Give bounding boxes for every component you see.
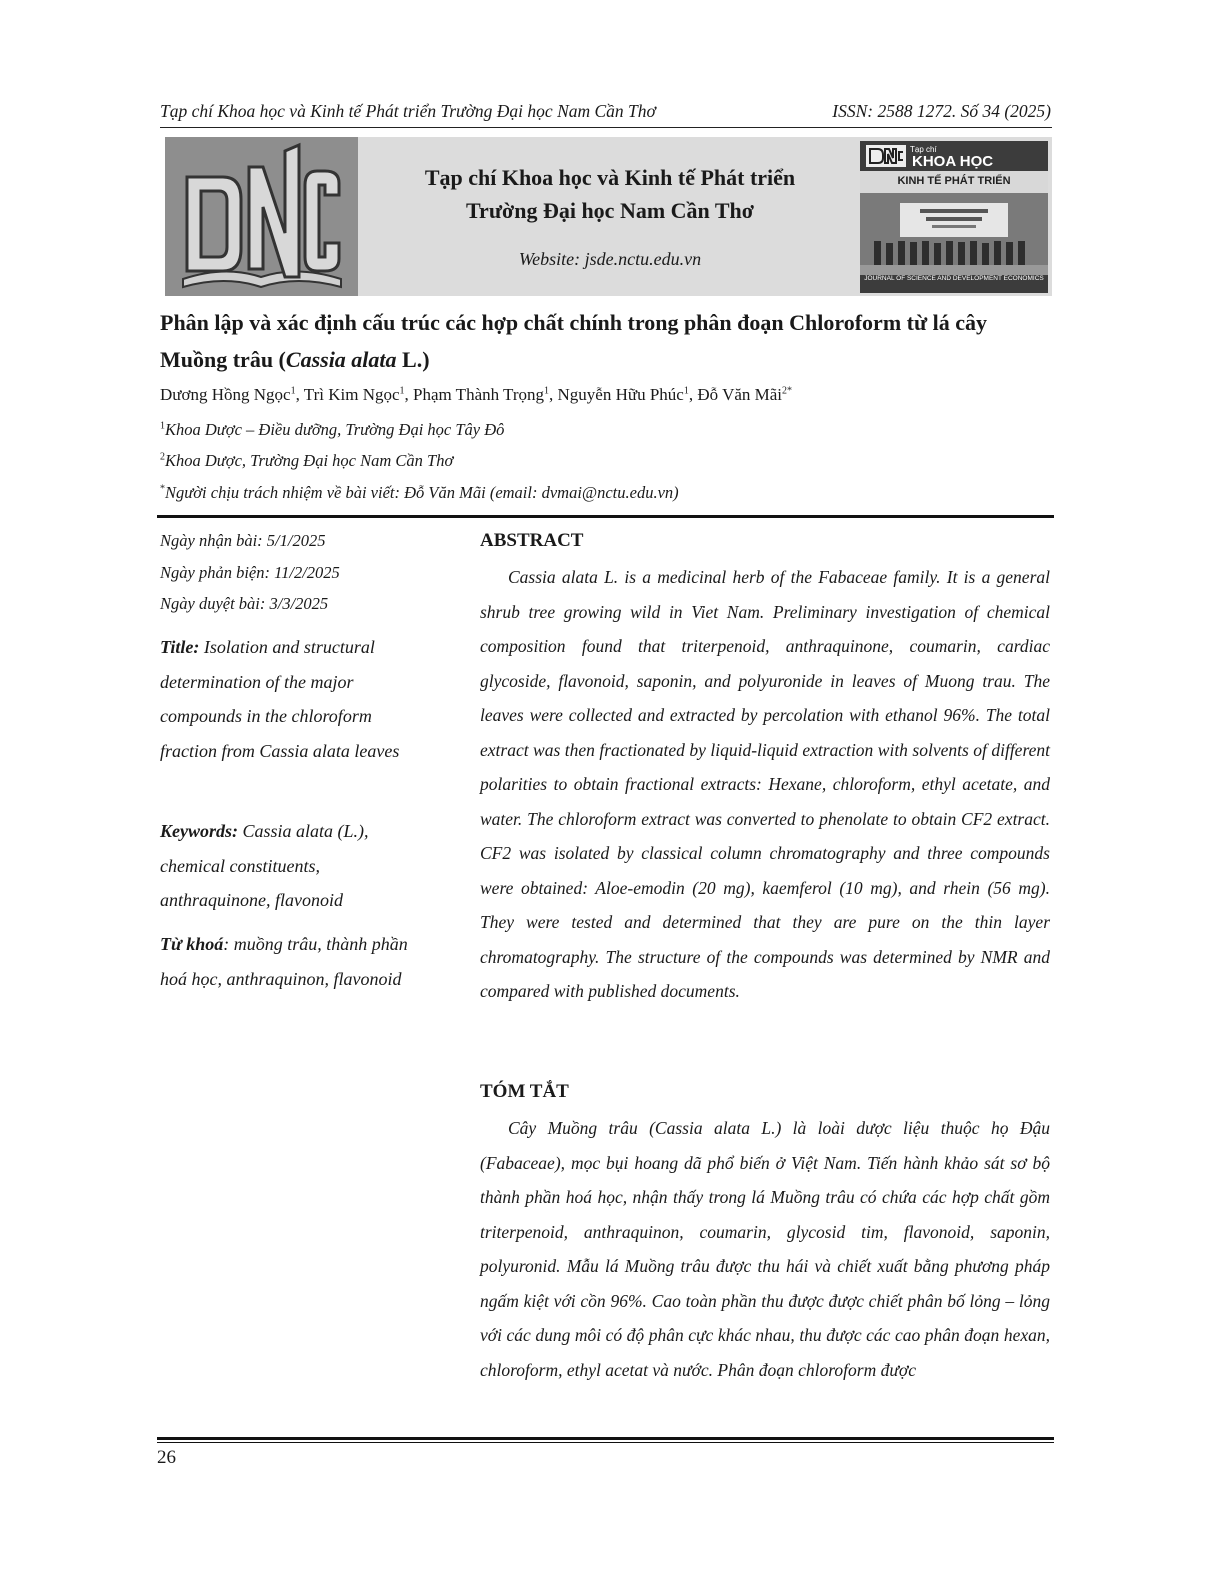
- tu-khoa-text: : muồng trâu, thành phần hoá học, anthraquinon, flavonoid: [160, 934, 408, 989]
- tom-tat-heading: TÓM TẮT: [480, 1081, 569, 1102]
- dnc-logo: [165, 137, 358, 296]
- date-accepted: Ngày duyệt bài: 3/3/2025: [160, 594, 329, 613]
- affiliation-1: [160, 420, 504, 440]
- author-name: Đỗ Văn Mãi: [697, 385, 783, 404]
- affiliation-mark: 1: [160, 420, 165, 432]
- affiliation-text: Khoa Dược – Điều dưỡng, Trường Đại học Tây Đô: [165, 420, 505, 439]
- author-affiliation-mark: 1: [683, 385, 689, 397]
- author-affiliation-mark: 1: [544, 385, 550, 397]
- tu-khoa-block: [160, 927, 422, 996]
- cover-title-khoa-hoc: KHOA HỌC: [912, 153, 994, 170]
- keywords-block: [160, 814, 422, 918]
- cover-photo: [860, 193, 1048, 275]
- keywords-label: Keywords:: [160, 821, 238, 841]
- english-title-block: [160, 630, 422, 768]
- tom-tat-text: Cây Muồng trâu (Cassia alata L.) là loài dược liệu thuộc họ Đậu (Fabaceae), mọc bụi hoang dã phổ biến ở Việt Nam. Tiến hành khảo sát sơ bộ thành phần hoá học, nhận thấy trong lá Muồng trâu có chứa các hợp chất gồm triterpenoid, anthraquinon, coumarin, glycosid tim, flavonoid, saponin, polyuronid. Mẫu lá Muồng trâu được thu hái và chiết xuất bằng phương pháp ngấm kiệt với cồn 96%. Cao toàn phần thu được được chiết phân bố lỏng – lỏng với các dung môi có độ phân cực khác nhau, thu được các cao phân đoạn hexan, chloroform, ethyl acetat và nước. Phân đoạn chloroform được: [480, 1118, 1050, 1380]
- journal-banner: [165, 137, 1052, 296]
- english-title-text: Isolation and structural determination of the major compounds in the chloroform fraction from Cassia alata leaves: [160, 637, 400, 761]
- title-end: L.): [396, 347, 430, 372]
- journal-website: Website: jsde.nctu.edu.vn: [518, 249, 702, 269]
- cover-small-text: Tạp chí: [910, 145, 937, 154]
- running-header-issn: ISSN: 2588 1272. Số 34 (2025): [832, 101, 1051, 121]
- affiliation-2: [160, 451, 453, 471]
- affiliation-mark: *: [160, 483, 165, 495]
- affiliation-mark: 2: [160, 451, 165, 463]
- date-received: Ngày nhận bài: 5/1/2025: [160, 531, 326, 550]
- title-species: Cassia alata: [285, 347, 397, 372]
- journal-cover-image: [860, 141, 1048, 293]
- footer-rule-thin: [157, 1442, 1054, 1443]
- english-title-label: Title:: [160, 637, 200, 657]
- section-rule: [157, 515, 1054, 518]
- affiliation-text: Khoa Dược, Trường Đại học Nam Cần Thơ: [165, 451, 454, 470]
- dnc-logo-icon: [165, 137, 358, 296]
- keywords-text: Cassia alata (L.), chemical constituents, anthraquinone, flavonoid: [160, 821, 369, 910]
- page-number: 26: [157, 1447, 176, 1468]
- cover-bottom-text: JOURNAL OF SCIENCE AND DEVELOPMENT ECONOMICS: [864, 275, 1044, 282]
- journal-name-line1: Tạp chí Khoa học và Kinh tế Phát triển: [424, 165, 796, 190]
- author-affiliation-mark: 1: [399, 385, 405, 397]
- author-name: Dương Hồng Ngọc: [160, 385, 291, 404]
- journal-name-line2: Trường Đại học Nam Cần Thơ: [466, 198, 754, 223]
- cover-logo-icon: [866, 145, 906, 167]
- author-affiliation-mark: 1: [290, 385, 296, 397]
- author-name: Phạm Thành Trọng: [413, 385, 545, 404]
- abstract-heading: ABSTRACT: [480, 530, 584, 551]
- author-affiliation-mark: 2*: [782, 385, 793, 397]
- running-header-journal: Tạp chí Khoa học và Kinh tế Phát triển Trường Đại học Nam Cần Thơ: [160, 101, 656, 121]
- cover-title-kinh-te: KINH TẾ PHÁT TRIỂN: [897, 175, 1011, 187]
- author-name: Nguyễn Hữu Phúc: [557, 385, 684, 404]
- footer-rule-thick: [157, 1437, 1054, 1440]
- header-rule: [160, 127, 1052, 128]
- corresponding-author: [160, 483, 679, 503]
- author-list: Dương Hồng Ngọc$^1$, Trì Kim Ngọc$^1$, Phạm Thành Trọng$^1$, Nguyễn Hữu Phúc$^1$, Đỗ Văn Mãi$^{2*}$: [160, 385, 793, 404]
- journal-name: [365, 161, 855, 227]
- corresponding-author-text: Người chịu trách nhiệm về bài viết: Đỗ Văn Mãi (email: dvmai@nctu.edu.vn): [165, 483, 679, 502]
- author-name: Trì Kim Ngọc: [303, 385, 400, 404]
- article-title: [160, 304, 1055, 378]
- date-reviewed: Ngày phản biện: 11/2/2025: [160, 563, 340, 582]
- abstract-text: Cassia alata L. is a medicinal herb of the Fabaceae family. It is a general shrub tree growing wild in Viet Nam. Preliminary investigation of chemical composition found that triterpenoid, anthraquinone, coumarin, cardiac glycoside, flavonoid, saponin, and polyuronide in leaves of Muong trau. The leaves were collected and extracted by percolation with ethanol 96%. The total extract was then fractionated by liquid-liquid extraction with solvents of different polarities to obtain fractional extracts: Hexane, chloroform, ethyl acetate, and water. The chloroform extract was converted to phenolate to obtain CF2 extract. CF2 was isolated by classical column chromatography and three compounds were obtained: Aloe-emodin (20 mg), kaemferol (10 mg), and rhein (56 mg). They were tested and determined that they are pure on the thin layer chromatography. The structure of the compounds was determined by NMR and compared with published documents.: [480, 567, 1050, 1001]
- tu-khoa-label: Từ khoá: [160, 934, 224, 954]
- title-main: Phân lập và xác định cấu trúc các hợp chất chính trong phân đoạn Chloroform từ lá cây Muồng trâu (: [160, 310, 988, 372]
